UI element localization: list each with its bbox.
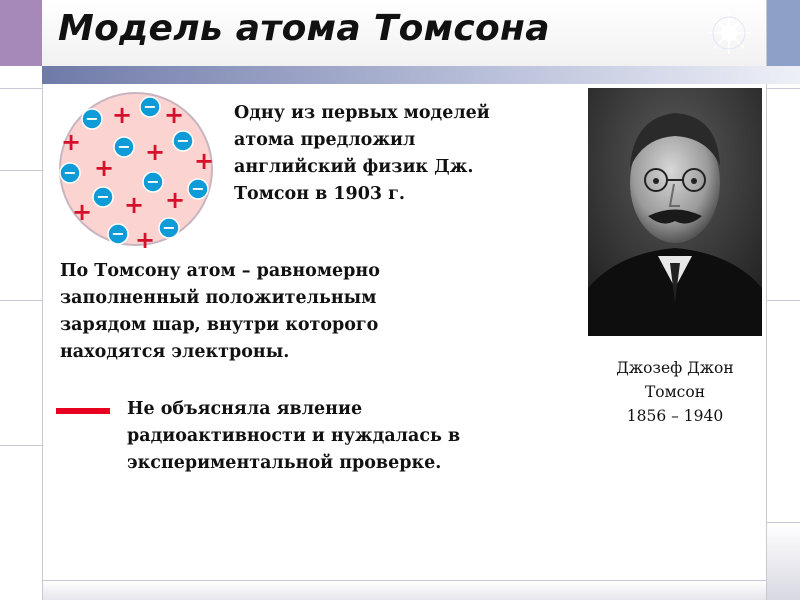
definition-line: По Томсону атом – равномерно [60,261,380,281]
sparkle-icon [700,8,758,58]
electron-minus-sign: − [96,187,110,206]
drawback-line: экспериментальной проверке. [127,453,442,473]
grid-line [0,170,42,171]
proton-plus-sign: + [123,191,145,219]
electron [143,172,163,192]
definition-line: находятся электроны. [60,342,290,362]
electron-minus-sign: − [191,179,205,198]
intro-line: атома предложил [234,130,416,150]
portrait-caption [600,356,750,428]
slide-title: Модель атома Томсона [58,8,550,49]
corner-cell-blue [766,0,800,66]
proton-plus-sign: + [134,226,156,248]
electron-minus-sign: − [176,131,190,150]
intro-line: английский физик Дж. [234,157,474,177]
proton-plus-sign: + [164,186,186,214]
electron [159,218,179,238]
grid-line [0,300,42,301]
proton-plus-sign: + [163,101,185,129]
grid-line [0,88,42,89]
corner-cell-purple [0,0,42,66]
atom-model-diagram [57,90,215,248]
portrait-illustration [588,88,762,336]
bottom-right-cell [767,523,800,600]
title-band [42,66,800,84]
proton-plus-sign: + [193,147,215,175]
proton-plus-sign: + [93,154,115,182]
bottom-cell-gradient [43,581,766,600]
grid-line [42,0,43,600]
electron [140,97,160,117]
proton-plus-sign: + [144,138,166,166]
grid-line [766,88,800,89]
electron [60,163,80,183]
intro-line: Одну из первых моделей [234,103,490,123]
electron-minus-sign: − [143,97,157,116]
electron-minus-sign: − [85,109,99,128]
electron [93,187,113,207]
caption-years: 1856 – 1940 [626,407,724,425]
grid-line [766,300,800,301]
grid-line [0,445,42,446]
proton-plus-sign: + [111,101,133,129]
electron-minus-sign: − [162,218,176,237]
intro-line: Томсон в 1903 г. [234,184,405,204]
definition-line: заполненный положительным [60,288,377,308]
drawback-text [127,396,460,477]
caption-surname: Томсон [644,383,706,401]
proton-plus-sign: + [60,128,82,156]
electron [188,179,208,199]
electron [114,137,134,157]
electron-minus-sign: − [146,172,160,191]
drawback-line: Не объясняла явление [127,399,363,419]
caption-name: Джозеф Джон [616,359,734,377]
red-marker-bar [56,408,110,414]
electron [173,131,193,151]
portrait-photo [588,88,762,336]
intro-text [234,100,490,208]
electron [108,224,128,244]
definition-text [60,258,380,366]
electron-minus-sign: − [117,137,131,156]
definition-line: зарядом шар, внутри которого [60,315,379,335]
proton-plus-sign: + [71,198,93,226]
electron-minus-sign: − [63,163,77,182]
drawback-line: радиоактивности и нуждалась в [127,426,461,446]
electron-minus-sign: − [111,224,125,243]
electron [82,109,102,129]
